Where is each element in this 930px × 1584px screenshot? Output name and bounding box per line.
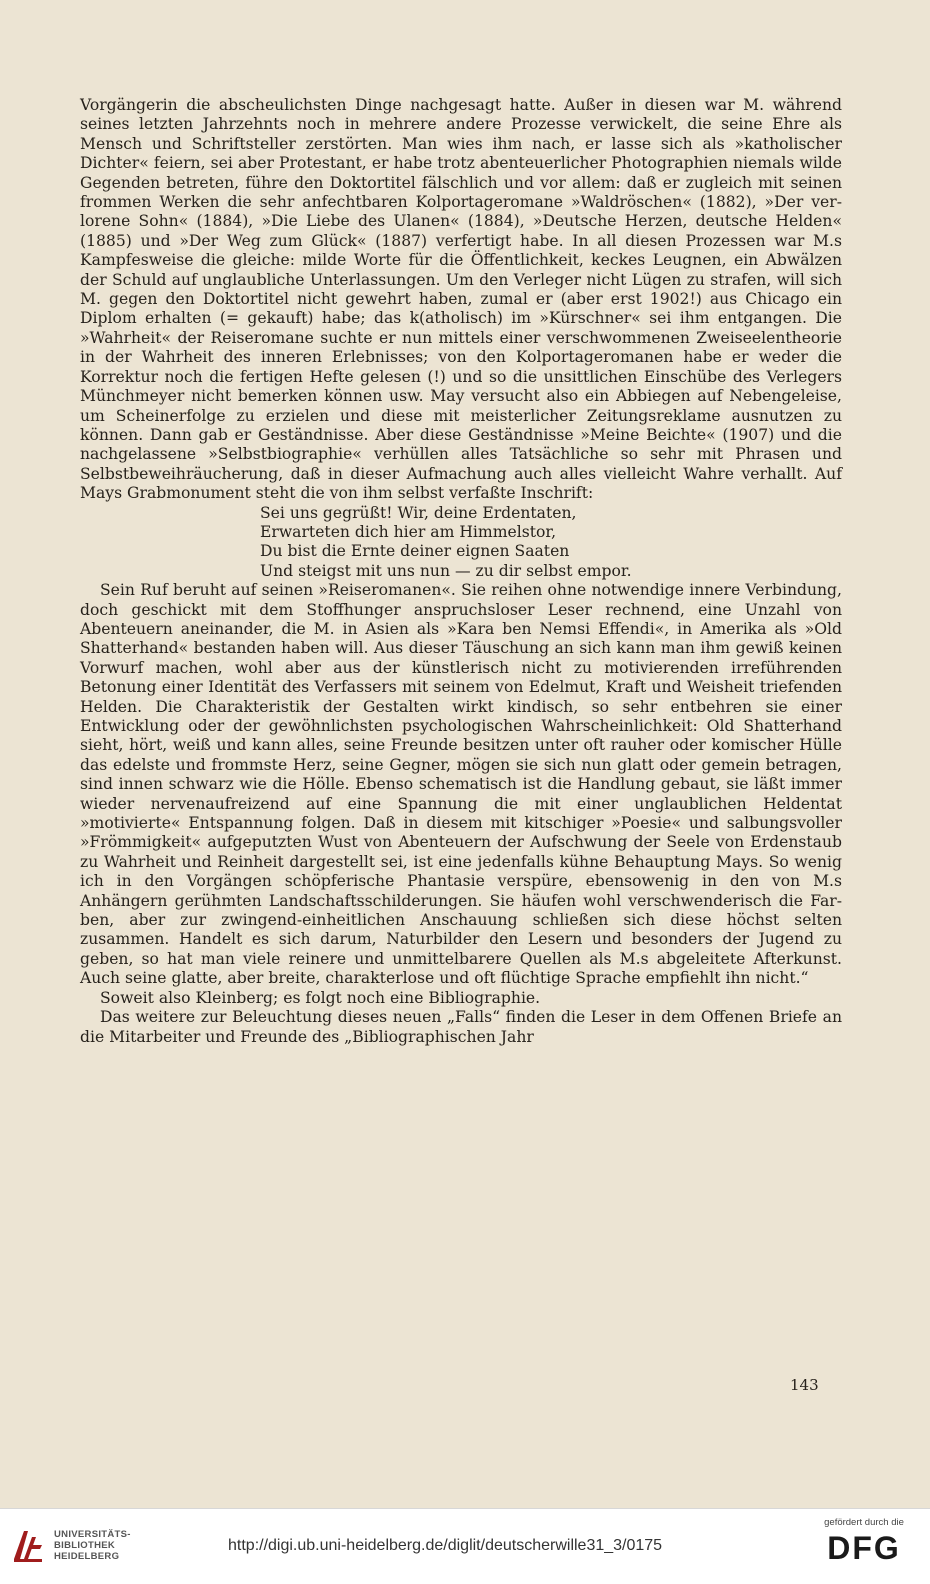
paragraph: Das weitere zur Beleuchtung dieses neuen „Falls“ finden die Leser in dem Offenen Briefe an die Mitarbeiter und Freunde des „Bibliographischen Jahr — [80, 1008, 842, 1046]
verse-line: Und steigst mit uns nun — zu dir selbst empor. — [260, 561, 632, 580]
library-name-line: UNIVERSITÄTS- — [54, 1529, 131, 1540]
page-number: 143 — [790, 1376, 819, 1394]
library-name — [54, 1529, 131, 1562]
sponsor-caption: gefördert durch die — [824, 1517, 904, 1528]
permalink-url[interactable]: http://digi.ub.uni-heidelberg.de/diglit/deutscherwille31_3/0175 — [228, 1537, 663, 1554]
epitaph-verse — [260, 504, 842, 582]
paragraph: Soweit also Kleinberg; es folgt noch eine Bibliographie. — [100, 988, 541, 1007]
body-text — [80, 96, 842, 1047]
viewer-footer — [0, 1508, 930, 1584]
library-emblem-icon — [10, 1525, 46, 1565]
university-library-logo[interactable] — [10, 1523, 160, 1569]
library-name-line: HEIDELBERG — [54, 1551, 120, 1562]
library-name-line: BIBLIOTHEK — [54, 1540, 116, 1551]
dfg-wordmark: DFG — [827, 1530, 901, 1566]
verse-line: Du bist die Ernte deiner eignen Saaten — [260, 542, 570, 561]
paragraph: Vorgängerin die abscheulichsten Dinge nachgesagt hatte. Außer in diesen war M. während seines letzten Jahrzehnts noch in mehrere andere Prozesse verwickelt, die seine Ehre als Mensch und Schriftsteller zerstörten. Man wies ihm nach, er lasse sich als »katholischer Dichter« feiern, sei aber Protestant, er habe trotz abenteuerlicher Photographien niemals wilde Gegenden betreten, führe den Doktortitel fälschlich und vor allem: daß er zugleich mit seinen frommen Werken die sehr anfechtbaren Kolportageromane »Waldröschen« (1882), »Der verlorene Sohn« (1884), »Die Liebe des Ulanen« (1884), »Deutsche Herzen, deutsche Helden« (1885) und »Der Weg zum Glück« (1887) verfertigt habe. In all diesen Prozessen war M.s Kampfesweise die gleiche: milde Worte für die Öffentlichkeit, keckes Leugnen, ein Abwälzen der Schuld auf unglaubliche Unterlassungen. Um den Verleger nicht Lügen zu strafen, will sich M. gegen den Doktortitel nicht gewehrt haben, zumal er (aber erst 1902!) aus Chicago ein Diplom erhalten (= gekauft) habe; das k(atholisch) im »Kürschner« sei ihm entgangen. Die »Wahrheit« der Reiseromane suchte er nun mittels einer verschwommenen Zweiseelentheorie in der Wahrheit des inneren Erlebnisses; von den Kolportageromanen habe er weder die Korrektur noch die fertigen Hefte gelesen (!) und so die unsittlichen Einschübe des Verlegers Münchmeyer nicht bemerken können usw. May versucht also ein Abbiegen auf Nebengeleise, um Scheinerfolge zu erzielen und diese mit meisterlicher Zeitungsreklame ausnutzen zu können. Dann gab er Geständnisse. Aber diese Geständnisse »Meine Beichte« (1907) und die nachgelassene »Selbstbiographie« verhüllen alles Tatsächliche so sehr mit Phrasen und Selbstbeweihräucherung, daß in dieser Aufmachung auch alles vielleicht Wahre verhallt. Auf Mays Grabmonument steht die von ihm selbst verfaßte Inschrift: — [80, 96, 842, 503]
verse-line: Erwarteten dich hier am Himmelstor, — [260, 522, 557, 541]
verse-line: Sei uns gegrüßt! Wir, deine Erdentaten, — [260, 503, 577, 522]
dfg-logo[interactable] — [808, 1517, 920, 1577]
paragraph: Sein Ruf beruht auf seinen »Reiseromanen«. Sie reihen ohne notwendige innere Verbindung, doch geschickt mit dem Stoffhunger anspruchsloser Leser rechnend, eine Unzahl von Abenteuern aneinander, die M. in Asien als »Kara ben Nemsi Effendi«, in Amerika als »Old Shatterhand« bestanden haben will. Aus dieser Täuschung an sich kann man ihm gewiß keinen Vorwurf machen, wohl aber aus der künstlerisch nicht zu motivierenden irreführenden Betonung einer Identität des Verfassers mit seinem von Edelmut, Kraft und Weisheit triefenden Helden. Die Charakteristik der Gestalten wirkt kindisch, so sehr entbehren sie einer Entwicklung oder der gewöhnlichsten psychologischen Wahrscheinlichkeit: Old Shatterhand sieht, hört, weiß und kann alles, seine Freunde besitzen unter oft rauher oder komischer Hülle das edelste und frommste Herz, seine Gegner, mögen sie sich nun glatt oder gemein betragen, sind innen schwarz wie die Hölle. Ebenso schematisch ist die Handlung gebaut, sie läßt immer wieder nervenaufreizend auf eine Spannung die mit einer unglaublichen Heldentat »motivierte« Entspannung folgen. Daß in diesem mit kitschiger »Poesie« und salbungsvoller »Frömmigkeit« aufgeputzten Wust von Abenteuern der Aufschwung der Seele von Erdenstaub zu Wahrheit und Reinheit dargestellt sei, ist eine jedenfalls kühne Behauptung Mays. So wenig ich in den Vorgängen schöpferische Phantasie verspüre, ebensowenig in den von M.s Anhängern gerühmten Landschaftsschilderungen. Sie häufen wohl verschwenderisch die Farben, aber zur zwingend-einheitlichen Anschauung schließen sich diese höchst selten zusammen. Handelt es sich darum, Naturbilder den Lesern und besonders der Jugend zu geben, so hat man viele reinere und unmittelbarere Quellen als M.s abgeleitete Afterkunst. Auch seine glatte, aber breite, charakterlose und oft flüchtige Sprache empfiehlt ihn nicht.“ — [80, 581, 842, 988]
